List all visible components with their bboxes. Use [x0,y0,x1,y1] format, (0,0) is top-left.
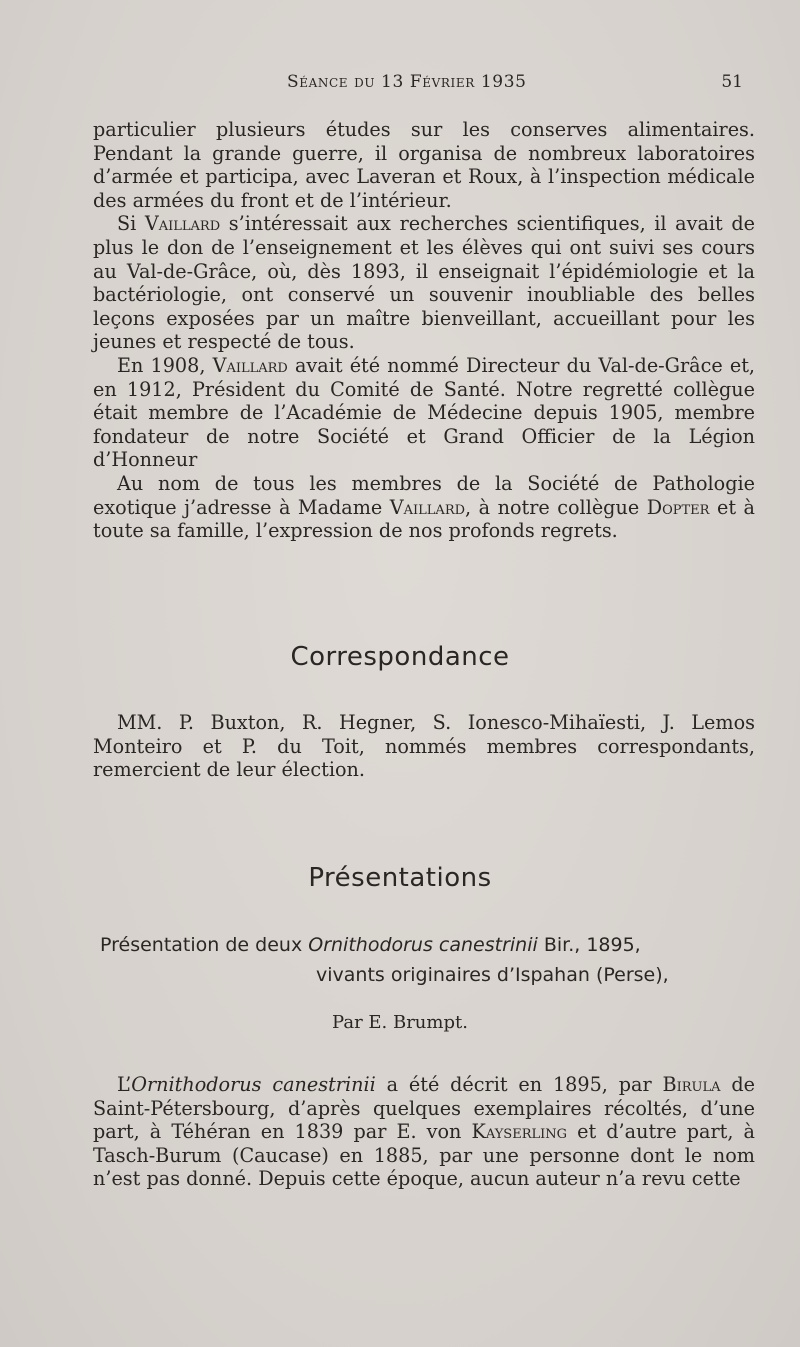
intro-text [93,118,755,543]
species-name: Ornithodorus canestrinii [308,934,538,956]
presentations-heading: Présentations [308,863,492,893]
presentation-text: L’Ornithodorus canestrinii a été décrit en 1895, par Birula de Saint-Pétersbourg, d’après quelques exemplaires récoltés, d’une part, à Téhéran en 1839 par E. von Kayserling et d’autre part, à Tasch-Burum (Caucase) en 1885, par une personne dont le nom n’est pas donné. Depuis cette époque, aucun auteur n’a revu cette [93,1073,756,1191]
author-line: Par E. Brumpt. [332,1012,468,1033]
paragraph-vaillard-director: En 1908, Vaillard avait été nommé Directeur du Val-de-Grâce et, en 1912, Président du Comité de Santé. Notre regretté collègue était membre de l’Académie de Médecine depuis 1905, membre fondateur de notre Société et Grand Officier de la Légion d’Honneur [93,353,756,472]
page-header [93,72,743,100]
presentation-title: Présentation de deux Ornithodorus canestrinii Bir., 1895, vivants originaires d’Ispahan (Perse), [100,934,669,986]
correspondance-text: MM. P. Buxton, R. Hegner, S. Ionesco-Mihaïesti, J. Lemos Monteiro et P. du Toit, nommés membres correspondants, remercient de leur élection. [93,711,755,782]
correspondance-heading: Correspondance [290,642,510,672]
paragraph-condolences: Au nom de tous les membres de la Société de Pathologie exotique j’adresse à Madame Vaillard, à notre collègue Dopter et à toute sa famille, l’expression de nos profonds regrets. [93,471,755,543]
paragraph-continued: particulier plusieurs études sur les conserves alimentaires. Pendant la grande guerre, il organisa de nombreux laboratoires d’armée et participa, avec Laveran et Roux, à l’inspection médicale des armées du front et de l’intérieur. [93,118,755,212]
page-number: 51 [721,72,743,92]
paragraph-vaillard-teaching: Si Vaillard s’intéressait aux recherches scientifiques, il avait de plus le don de l’enseignement et les élèves qui ont suivi ses cours au Val-de-Grâce, où, dès 1893, il enseignait l’épidémiologie et la bactériologie, ont conservé un souvenir inoubliable des belles leçons exposées par un maître bienveillant, accueillant pour les jeunes et respecté de tous. [93,212,755,354]
running-title: Séance du 13 Février 1935 [287,72,527,92]
